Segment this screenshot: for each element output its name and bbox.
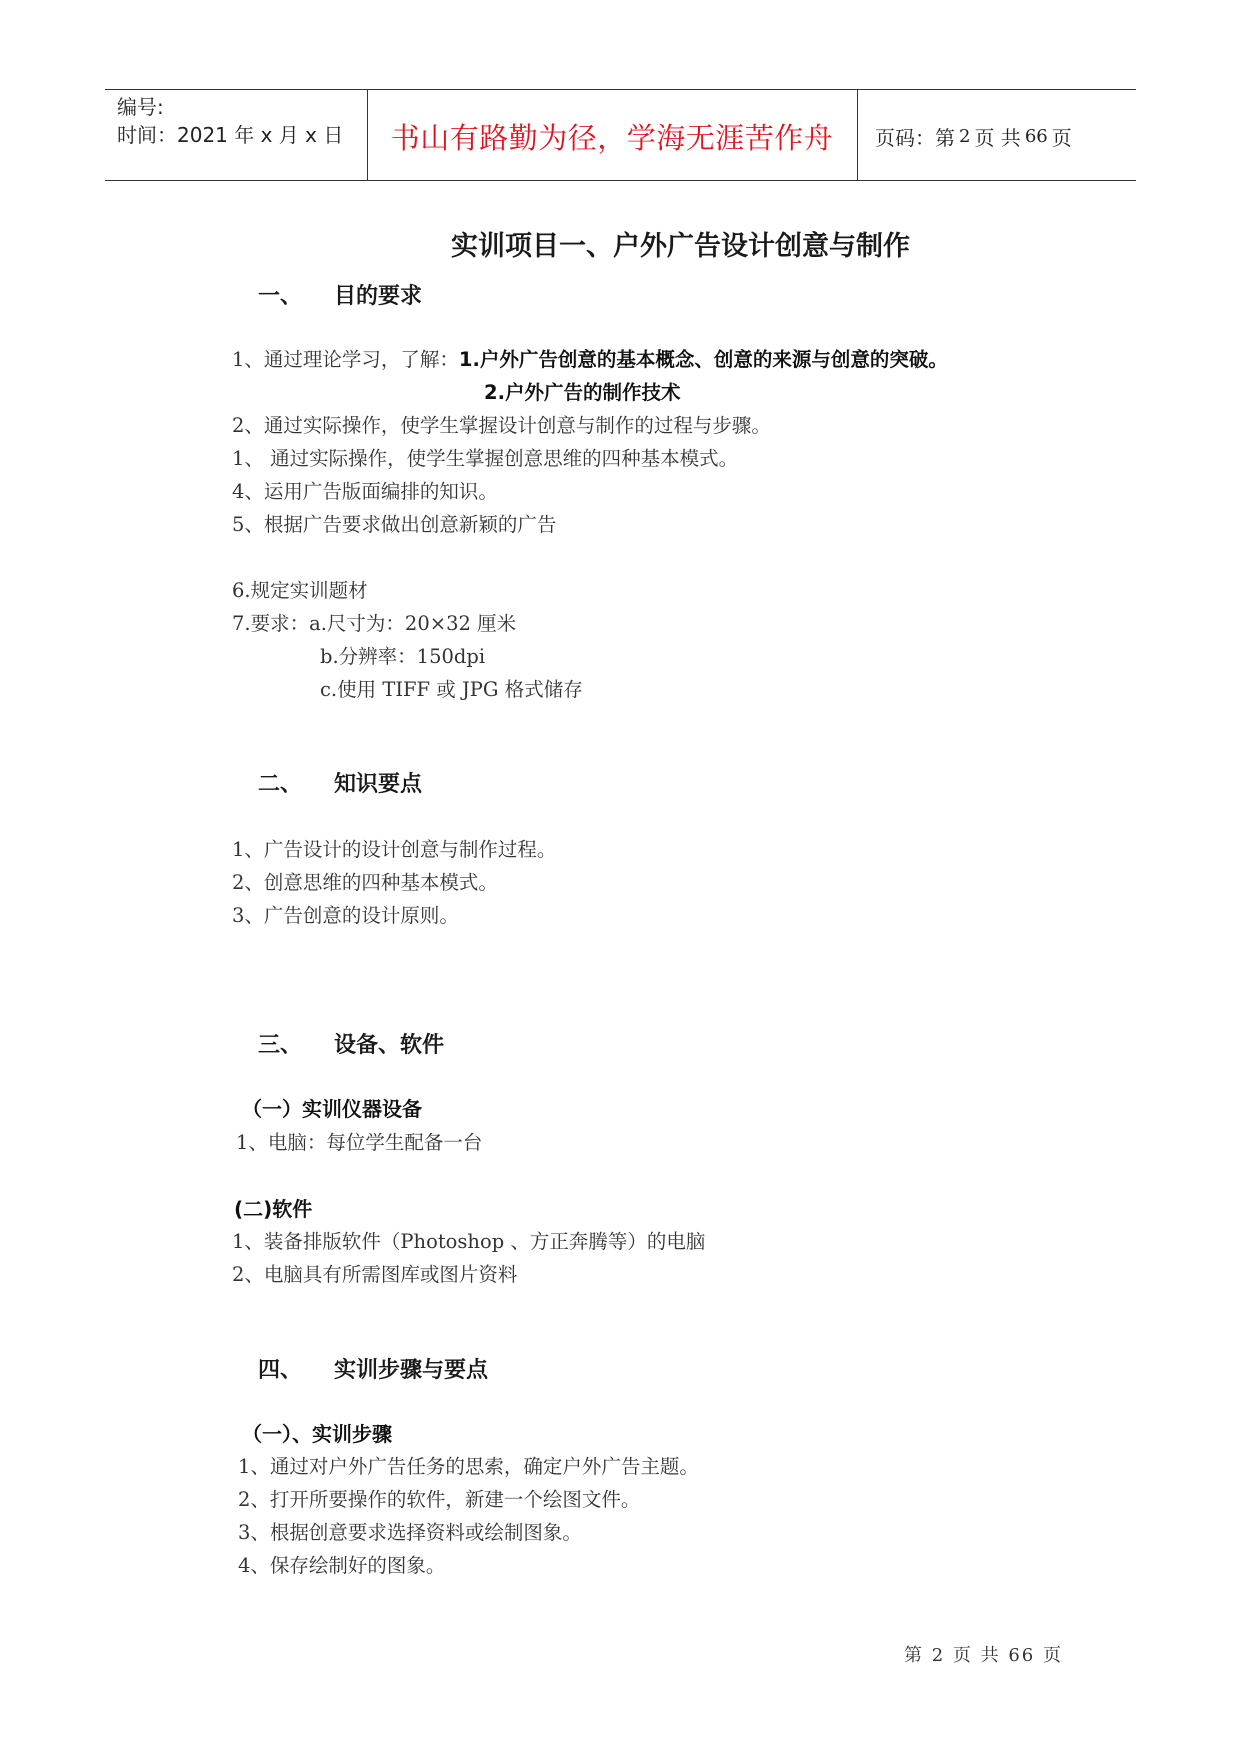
list-item: 3、广告创意的设计原则。 (232, 904, 459, 927)
item-text: 1、通过理论学习，了解： (232, 348, 459, 371)
subsection-heading: （一）实训仪器设备 (242, 1097, 422, 1121)
list-item: 1、广告设计的设计创意与制作过程。 (232, 838, 557, 861)
list-item: 7.要求：a.尺寸为：20×32 厘米 (232, 612, 517, 635)
section-number: 一、 (258, 284, 303, 309)
list-item: 6.规定实训题材 (232, 579, 368, 602)
page-mid: 页 共 (974, 125, 1021, 150)
subsection-heading: (二)软件 (234, 1197, 313, 1221)
document-title: 实训项目一、户外广告设计创意与制作 (451, 231, 910, 262)
item-bold-text: 1.户外广告创意的基本概念、创意的来源与创意的突破。 (458, 348, 948, 371)
list-item: 3、根据创意要求选择资料或绘制图象。 (238, 1521, 582, 1544)
section-heading (258, 1353, 488, 1384)
page-indicator (865, 90, 1072, 182)
list-item: 2、电脑具有所需图库或图片资料 (232, 1263, 518, 1286)
list-item: 2.户外广告的制作技术 (484, 381, 681, 404)
list-item: 1、电脑：每位学生配备一台 (236, 1131, 483, 1154)
section-title: 目的要求 (334, 284, 423, 309)
section-title: 实训步骤与要点 (334, 1358, 489, 1383)
page-current: 2 (959, 125, 971, 147)
list-item: 2、创意思维的四种基本模式。 (232, 871, 498, 894)
list-item: 4、运用广告版面编排的知识。 (232, 480, 498, 503)
code-label: 编号: (117, 95, 164, 119)
list-item: 1、装备排版软件（Photoshop 、方正奔腾等）的电脑 (232, 1230, 706, 1253)
page-total: 66 (1024, 125, 1048, 147)
section-title: 知识要点 (334, 772, 423, 797)
list-item: 1、通过对户外广告任务的思索，确定户外广告主题。 (238, 1455, 699, 1478)
section-number: 二、 (258, 772, 303, 797)
list-item (232, 344, 948, 372)
list-item: 5、根据广告要求做出创意新颖的广告 (232, 513, 557, 536)
section-number: 三、 (258, 1033, 303, 1058)
section-heading (258, 279, 422, 310)
list-item: 4、保存绘制好的图象。 (238, 1554, 446, 1577)
list-item: 2、打开所要操作的软件，新建一个绘图文件。 (238, 1488, 641, 1511)
header-divider (857, 90, 858, 180)
header-table (105, 89, 1136, 181)
list-item: b.分辨率：150dpi (320, 645, 486, 668)
page-footer: 第 2 页 共 66 页 (904, 1645, 1063, 1666)
list-item: 2、通过实际操作，使学生掌握设计创意与制作的过程与步骤。 (232, 414, 771, 437)
section-number: 四、 (258, 1358, 303, 1383)
section-heading (258, 1028, 444, 1059)
motto: 书山有路勤为径，学海无涯苦作舟 (390, 120, 834, 155)
list-item: 1、 通过实际操作，使学生掌握创意思维的四种基本模式。 (232, 447, 739, 470)
section-heading (258, 767, 422, 798)
list-item: c.使用 TIFF 或 JPG 格式储存 (320, 678, 583, 701)
time-label: 时间：2021 年 x 月 x 日 (117, 123, 344, 147)
section-title: 设备、软件 (334, 1033, 445, 1058)
page-prefix: 页码：第 (875, 125, 955, 150)
subsection-heading: （一）、实训步骤 (242, 1422, 392, 1446)
page-suffix: 页 (1051, 125, 1072, 150)
header-left-cell (117, 93, 343, 149)
